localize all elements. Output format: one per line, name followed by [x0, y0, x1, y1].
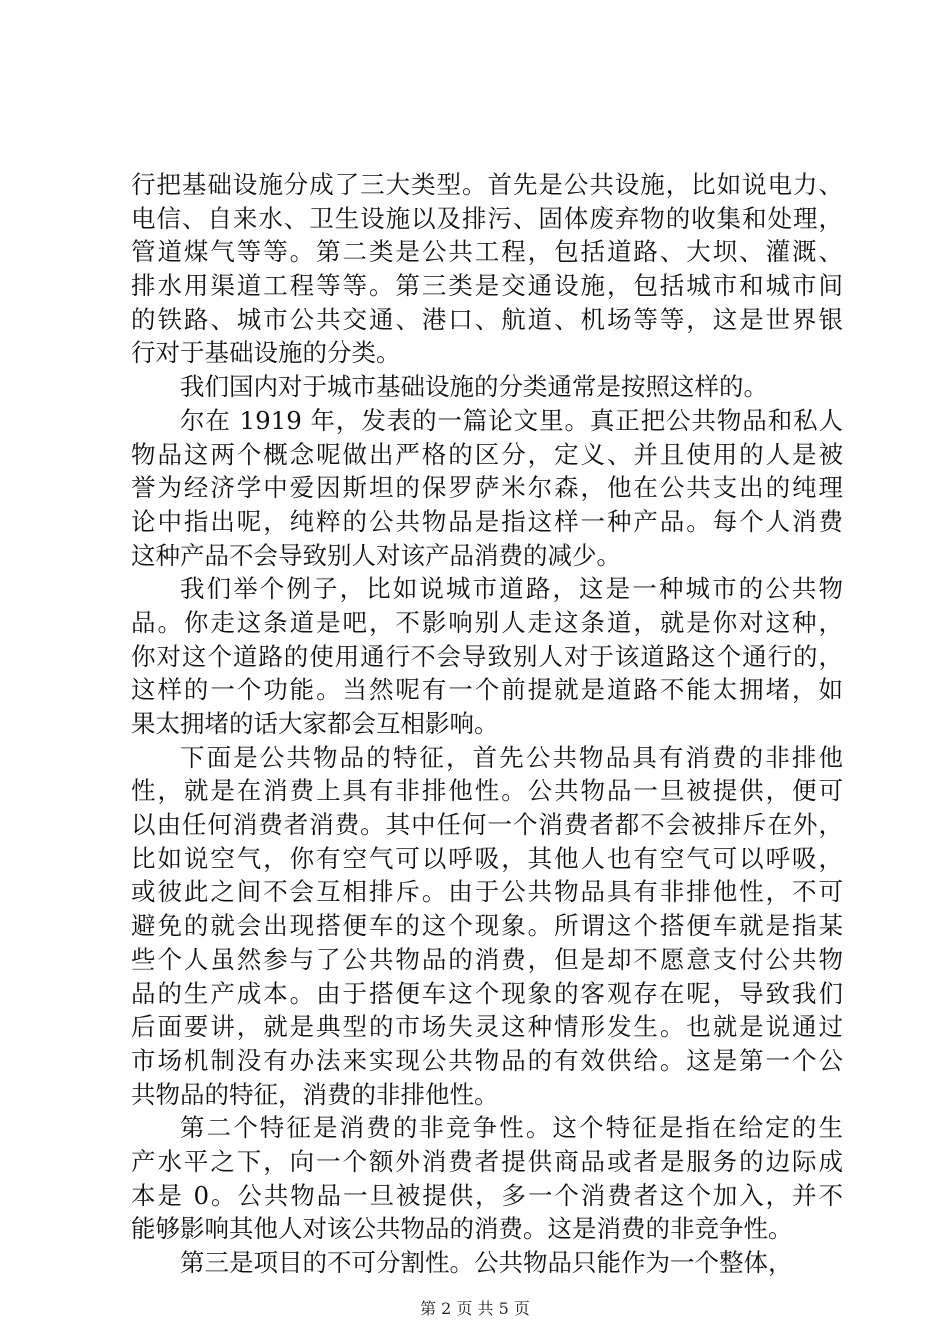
- paragraph: [131, 404, 843, 572]
- text-line: 行对于基础设施的分类。: [131, 338, 401, 368]
- text-line: 誉为经济学中爱因斯坦的保罗萨米尔森，他在公共支出的纯理: [131, 473, 843, 503]
- paragraph: [131, 168, 843, 370]
- document-body: [131, 168, 843, 1280]
- page-footer: 第 2 页 共 5 页: [420, 1299, 530, 1318]
- text-line: 共物品的特征，消费的非排他性。: [131, 1079, 499, 1109]
- text-line: 本是 0。公共物品一旦被提供，多一个消费者这个加入，并不: [131, 1180, 843, 1210]
- text-line: 的铁路、城市公共交通、港口、航道、机场等等，这是世界银: [131, 304, 843, 334]
- text-line: 或彼此之间不会互相排斥。由于公共物品具有非排他性，不可: [131, 877, 843, 907]
- text-line: 排水用渠道工程等等。第三类是交通设施，包括城市和城市间: [131, 271, 843, 301]
- text-line: 第三是项目的不可分割性。公共物品只能作为一个整体，: [180, 1248, 793, 1277]
- text-line: 性，就是在消费上具有非排他性。公共物品一旦被提供，便可: [131, 776, 843, 806]
- text-line: 你对这个道路的使用通行不会导致别人对于该道路这个通行的，: [131, 641, 843, 671]
- text-line: 品的生产成本。由于搭便车这个现象的客观存在呢，导致我们: [131, 978, 843, 1008]
- text-line: 我们举个例子，比如说城市道路，这是一种城市的公共物: [180, 574, 843, 604]
- text-line: 以由任何消费者消费。其中任何一个消费者都不会被排斥在外，: [131, 810, 843, 840]
- text-line: 果太拥堵的话大家都会互相影响。: [131, 709, 499, 738]
- text-line: 产水平之下，向一个额外消费者提供商品或者是服务的边际成: [131, 1146, 843, 1176]
- text-line: 市场机制没有办法来实现公共物品的有效供给。这是第一个公: [131, 1045, 843, 1075]
- text-line: 管道煤气等等。第二类是公共工程，包括道路、大坝、灌溉、: [131, 237, 843, 267]
- text-line: 后面要讲，就是典型的市场失灵这种情形发生。也就是说通过: [131, 1012, 843, 1042]
- paragraph: [131, 1246, 843, 1280]
- text-line: 尔在 1919 年，发表的一篇论文里。真正把公共物品和私人: [180, 405, 843, 435]
- text-line: 我们国内对于城市基础设施的分类通常是按照这样的。: [180, 372, 768, 402]
- text-line: 电信、自来水、卫生设施以及排污、固体废弃物的收集和处理，: [131, 203, 843, 233]
- text-line: 行把基础设施分成了三大类型。首先是公共设施，比如说电力、: [131, 170, 843, 199]
- paragraph: [131, 572, 843, 740]
- text-line: 这种产品不会导致别人对该产品消费的减少。: [131, 540, 621, 570]
- text-line: 能够影响其他人对该公共物品的消费。这是消费的非竞争性。: [131, 1214, 793, 1244]
- text-line: 下面是公共物品的特征，首先公共物品具有消费的非排他: [180, 742, 843, 772]
- text-line: 避免的就会出现搭便车的这个现象。所谓这个搭便车就是指某: [131, 911, 843, 941]
- text-line: 论中指出呢，纯粹的公共物品是指这样一种产品。每个人消费: [131, 506, 843, 536]
- text-line: 物品这两个概念呢做出严格的区分，定义、并且使用的人是被: [131, 439, 843, 469]
- paragraph: [131, 370, 843, 404]
- text-line: 品。你走这条道是吧，不影响别人走这条道，就是你对这种，: [131, 607, 843, 637]
- paragraph: [131, 741, 843, 1112]
- text-line: 这样的一个功能。当然呢有一个前提就是道路不能太拥堵，如: [131, 675, 843, 705]
- text-line: 第二个特征是消费的非竞争性。这个特征是指在给定的生: [180, 1113, 843, 1143]
- text-line: 些个人虽然参与了公共物品的消费，但是却不愿意支付公共物: [131, 944, 843, 974]
- paragraph: [131, 1111, 843, 1246]
- text-line: 比如说空气，你有空气可以呼吸，其他人也有空气可以呼吸，: [131, 843, 843, 873]
